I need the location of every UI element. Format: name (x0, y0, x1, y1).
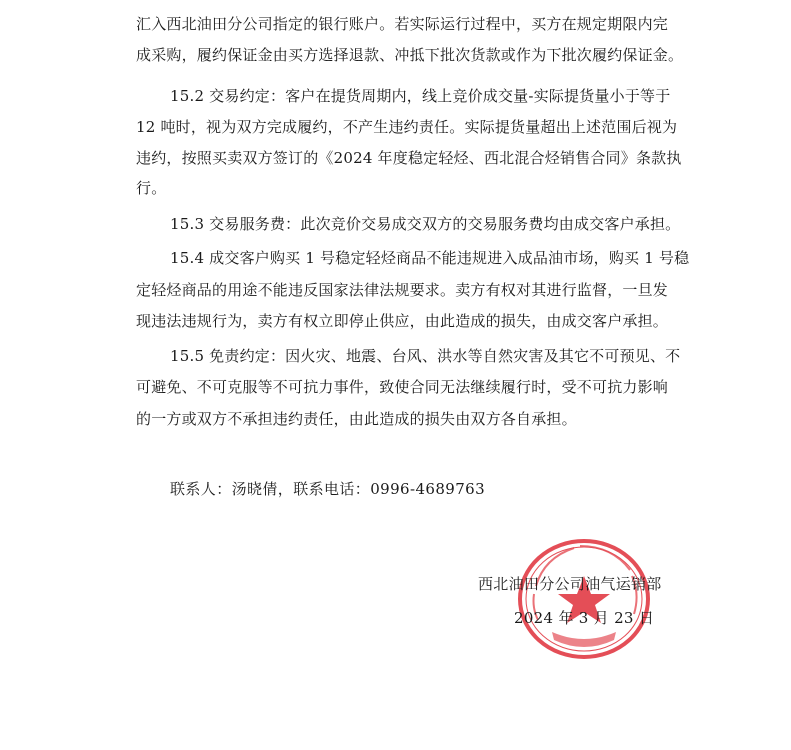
paragraph-15-2-line-2: 12 吨时，视为双方完成履约，不产生违约责任。实际提货量超出上述范围后视为 (136, 118, 678, 136)
contact-info: 联系人：汤晓倩，联系电话：0996-4689763 (170, 480, 486, 498)
paragraph-15-2-line-4: 行。 (136, 179, 167, 197)
paragraph-15-5-line-2: 可避免、不可克服等不可抗力事件，致使合同无法继续履行时，受不可抗力影响 (136, 378, 669, 396)
paragraph-15-2-line-1: 15.2 交易约定：客户在提货周期内，线上竞价成交量-实际提货量小于等于 (170, 87, 671, 105)
paragraph-15-2-line-3: 违约，按照买卖双方签订的《2024 年度稳定轻烃、西北混合烃销售合同》条款执 (136, 149, 682, 167)
official-seal-icon (514, 534, 654, 664)
paragraph-15-5-line-3: 的一方或双方不承担违约责任，由此造成的损失由双方各自承担。 (136, 410, 577, 428)
paragraph-15-1-line-2: 成采购，履约保证金由买方选择退款、冲抵下批次货款或作为下批次履约保证金。 (136, 46, 684, 64)
paragraph-15-4-line-2: 定轻烃商品的用途不能违反国家法律法规要求。卖方有权对其进行监督，一旦发 (136, 281, 669, 299)
paragraph-15-5-line-1: 15.5 免责约定：因火灾、地震、台风、洪水等自然灾害及其它不可预见、不 (170, 347, 681, 365)
paragraph-15-1-line-1: 汇入西北油田分公司指定的银行账户。若实际运行过程中，买方在规定期限内完 (136, 15, 669, 33)
signature-organization: 西北油田分公司油气运销部 (478, 575, 662, 593)
paragraph-15-4-line-3: 现违法违规行为，卖方有权立即停止供应，由此造成的损失，由成交客户承担。 (136, 312, 669, 330)
paragraph-15-3: 15.3 交易服务费：此次竞价交易成交双方的交易服务费均由成交客户承担。 (170, 215, 681, 233)
signature-date: 2024 年 3 月 23 日 (514, 609, 655, 627)
paragraph-15-4-line-1: 15.4 成交客户购买 1 号稳定轻烃商品不能违规进入成品油市场，购买 1 号稳 (170, 249, 690, 267)
